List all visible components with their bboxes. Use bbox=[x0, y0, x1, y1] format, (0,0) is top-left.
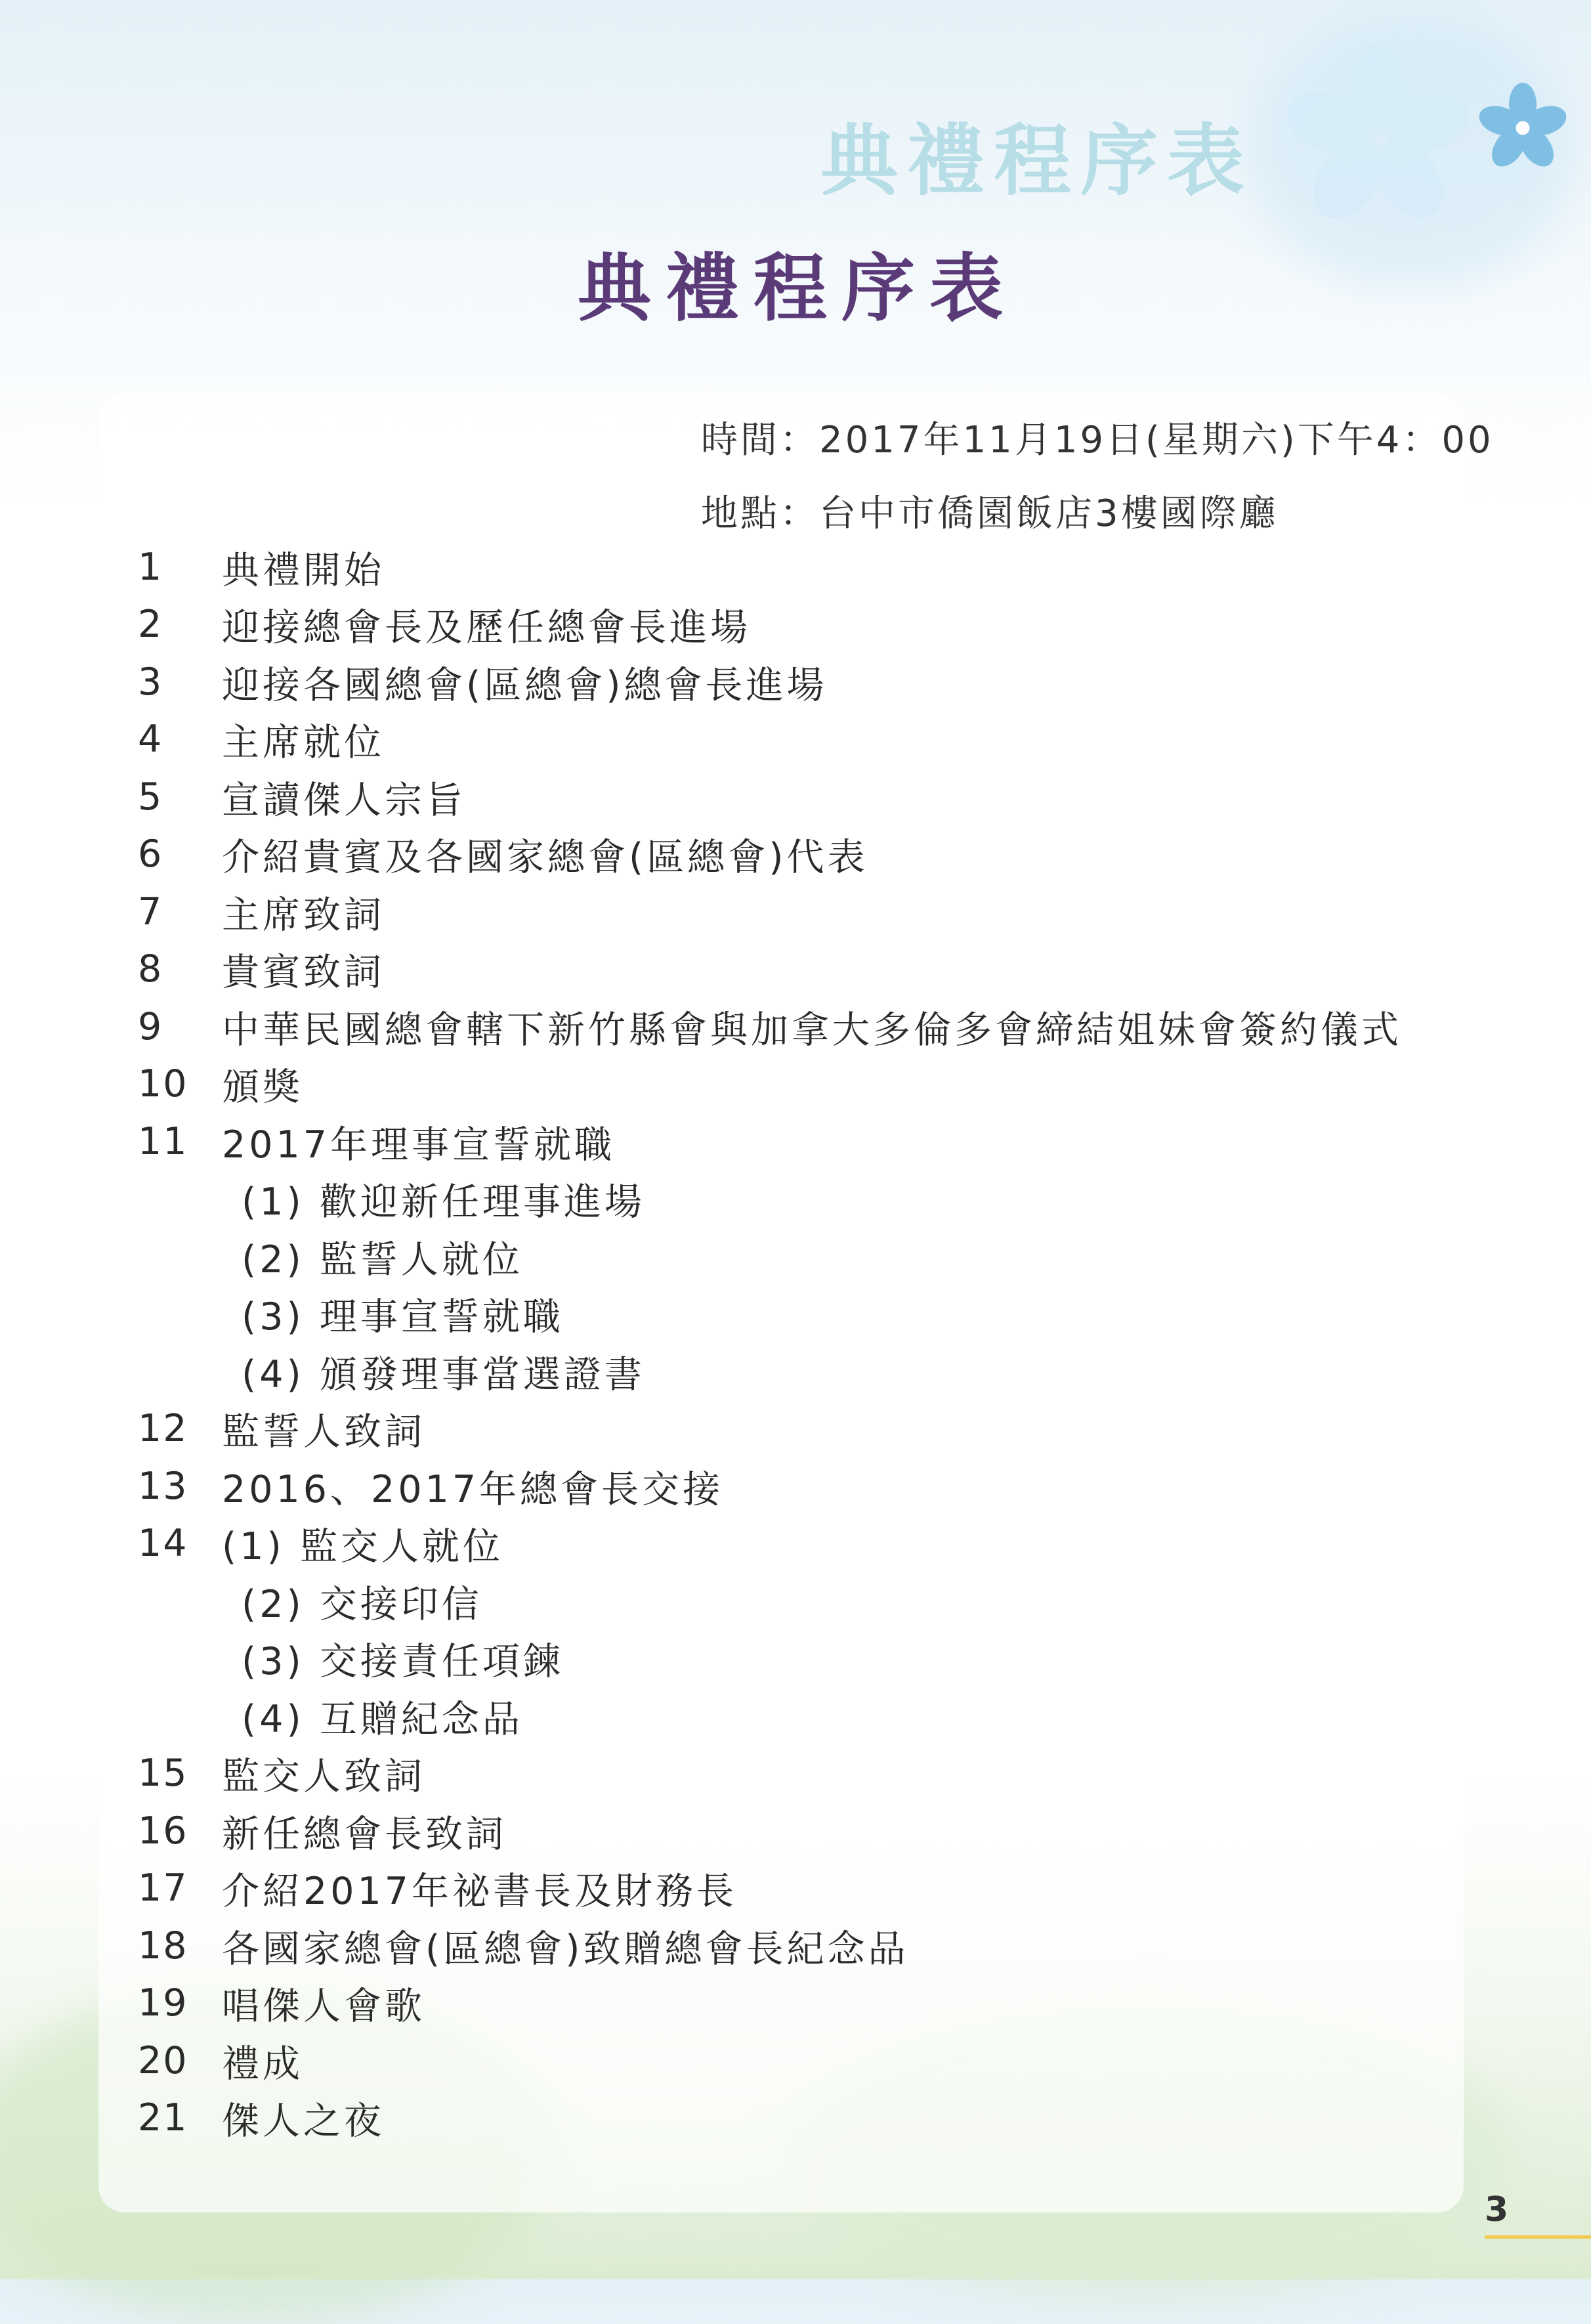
page-number-rule bbox=[1485, 2235, 1591, 2239]
item-number: 19 bbox=[138, 1981, 188, 2025]
item-text: 介紹2017年祕書長及財務長 bbox=[222, 1870, 738, 1914]
program-item bbox=[138, 1745, 1483, 1803]
program-item bbox=[138, 1056, 1483, 1113]
item-text: (2) 交接印信 bbox=[242, 1582, 482, 1626]
program-list bbox=[138, 538, 1483, 2147]
item-text: (3) 理事宣誓就職 bbox=[242, 1295, 564, 1339]
item-number: 1 bbox=[138, 545, 163, 589]
program-item bbox=[138, 883, 1483, 941]
item-text: 頒獎 bbox=[222, 1065, 303, 1109]
program-item bbox=[138, 1515, 1483, 1573]
event-place: 地點：台中市僑園飯店3樓國際廳 bbox=[701, 492, 1279, 535]
item-text: (3) 交接責任項鍊 bbox=[242, 1640, 564, 1684]
program-item bbox=[138, 941, 1483, 999]
program-item bbox=[138, 1802, 1483, 1860]
item-text: 宣讀傑人宗旨 bbox=[222, 778, 466, 822]
item-number: 16 bbox=[138, 1809, 188, 1853]
item-text: 迎接各國總會(區總會)總會長進場 bbox=[222, 663, 828, 707]
item-number: 9 bbox=[138, 1004, 163, 1048]
item-number: 12 bbox=[138, 1407, 188, 1451]
program-item bbox=[138, 711, 1483, 769]
page-title: 典禮程序表 bbox=[578, 246, 1017, 332]
item-text: 唱傑人會歌 bbox=[222, 1985, 425, 2029]
item-number: 2 bbox=[138, 603, 163, 647]
item-text: 中華民國總會轄下新竹縣會與加拿大多倫多會締結姐妹會簽約儀式 bbox=[222, 1008, 1402, 1052]
item-text: (1) 歡迎新任理事進場 bbox=[242, 1180, 645, 1224]
item-text: (1) 監交人就位 bbox=[222, 1525, 503, 1569]
item-number: 13 bbox=[138, 1464, 188, 1508]
item-number: 10 bbox=[138, 1062, 188, 1106]
program-item bbox=[138, 538, 1483, 596]
item-number: 14 bbox=[138, 1522, 188, 1566]
program-item bbox=[138, 2090, 1483, 2147]
item-number: 3 bbox=[138, 660, 163, 704]
item-number: 17 bbox=[138, 1866, 188, 1910]
item-number: 6 bbox=[138, 832, 163, 876]
program-item bbox=[138, 826, 1483, 884]
program-item bbox=[138, 2032, 1483, 2090]
item-text: 監交人致詞 bbox=[222, 1755, 425, 1799]
item-text: (4) 頒發理事當選證書 bbox=[242, 1352, 645, 1396]
item-text: 監誓人致詞 bbox=[222, 1410, 425, 1454]
flower-small-icon bbox=[1474, 79, 1572, 177]
program-item bbox=[138, 1860, 1483, 1918]
item-text: 2016、2017年總會長交接 bbox=[222, 1467, 724, 1511]
program-subitem bbox=[138, 1630, 1483, 1688]
program-item bbox=[138, 998, 1483, 1056]
item-text: 主席致詞 bbox=[222, 893, 385, 937]
item-text: 主席就位 bbox=[222, 721, 385, 765]
item-number: 7 bbox=[138, 890, 163, 934]
program-subitem bbox=[138, 1687, 1483, 1745]
page-number: 3 bbox=[1485, 2190, 1509, 2229]
item-number: 21 bbox=[138, 2096, 188, 2140]
item-number: 5 bbox=[138, 775, 163, 819]
flower-large-icon bbox=[1280, 39, 1477, 236]
program-subitem bbox=[138, 1171, 1483, 1228]
item-text: 典禮開始 bbox=[222, 548, 385, 592]
item-number: 4 bbox=[138, 718, 163, 762]
program-item bbox=[138, 1113, 1483, 1171]
item-text: 貴賓致詞 bbox=[222, 951, 385, 995]
header-title: 典禮程序表 bbox=[820, 115, 1254, 206]
item-text: 新任總會長致詞 bbox=[222, 1812, 507, 1856]
program-subitem bbox=[138, 1228, 1483, 1285]
event-time: 時間：2017年11月19日(星期六)下午4：00 bbox=[701, 419, 1494, 462]
item-number: 8 bbox=[138, 947, 163, 991]
program-item bbox=[138, 768, 1483, 826]
item-number: 18 bbox=[138, 1924, 188, 1968]
program-item bbox=[138, 653, 1483, 711]
item-text: 2017年理事宣誓就職 bbox=[222, 1123, 616, 1167]
item-text: (4) 互贈紀念品 bbox=[242, 1697, 523, 1741]
item-text: 迎接總會長及歷任總會長進場 bbox=[222, 606, 751, 650]
item-text: 禮成 bbox=[222, 2042, 303, 2086]
item-number: 15 bbox=[138, 1752, 188, 1796]
program-subitem bbox=[138, 1285, 1483, 1343]
program-item bbox=[138, 1975, 1483, 2033]
item-number: 20 bbox=[138, 2038, 188, 2082]
program-subitem bbox=[138, 1343, 1483, 1400]
item-number: 11 bbox=[138, 1119, 188, 1163]
item-text: 傑人之夜 bbox=[222, 2099, 385, 2143]
item-text: 介紹貴賓及各國家總會(區總會)代表 bbox=[222, 836, 868, 880]
program-item bbox=[138, 1917, 1483, 1975]
program-item bbox=[138, 1400, 1483, 1458]
program-item bbox=[138, 1457, 1483, 1515]
item-text: (2) 監誓人就位 bbox=[242, 1237, 523, 1281]
program-item bbox=[138, 596, 1483, 654]
program-subitem bbox=[138, 1572, 1483, 1630]
item-text: 各國家總會(區總會)致贈總會長紀念品 bbox=[222, 1927, 909, 1971]
